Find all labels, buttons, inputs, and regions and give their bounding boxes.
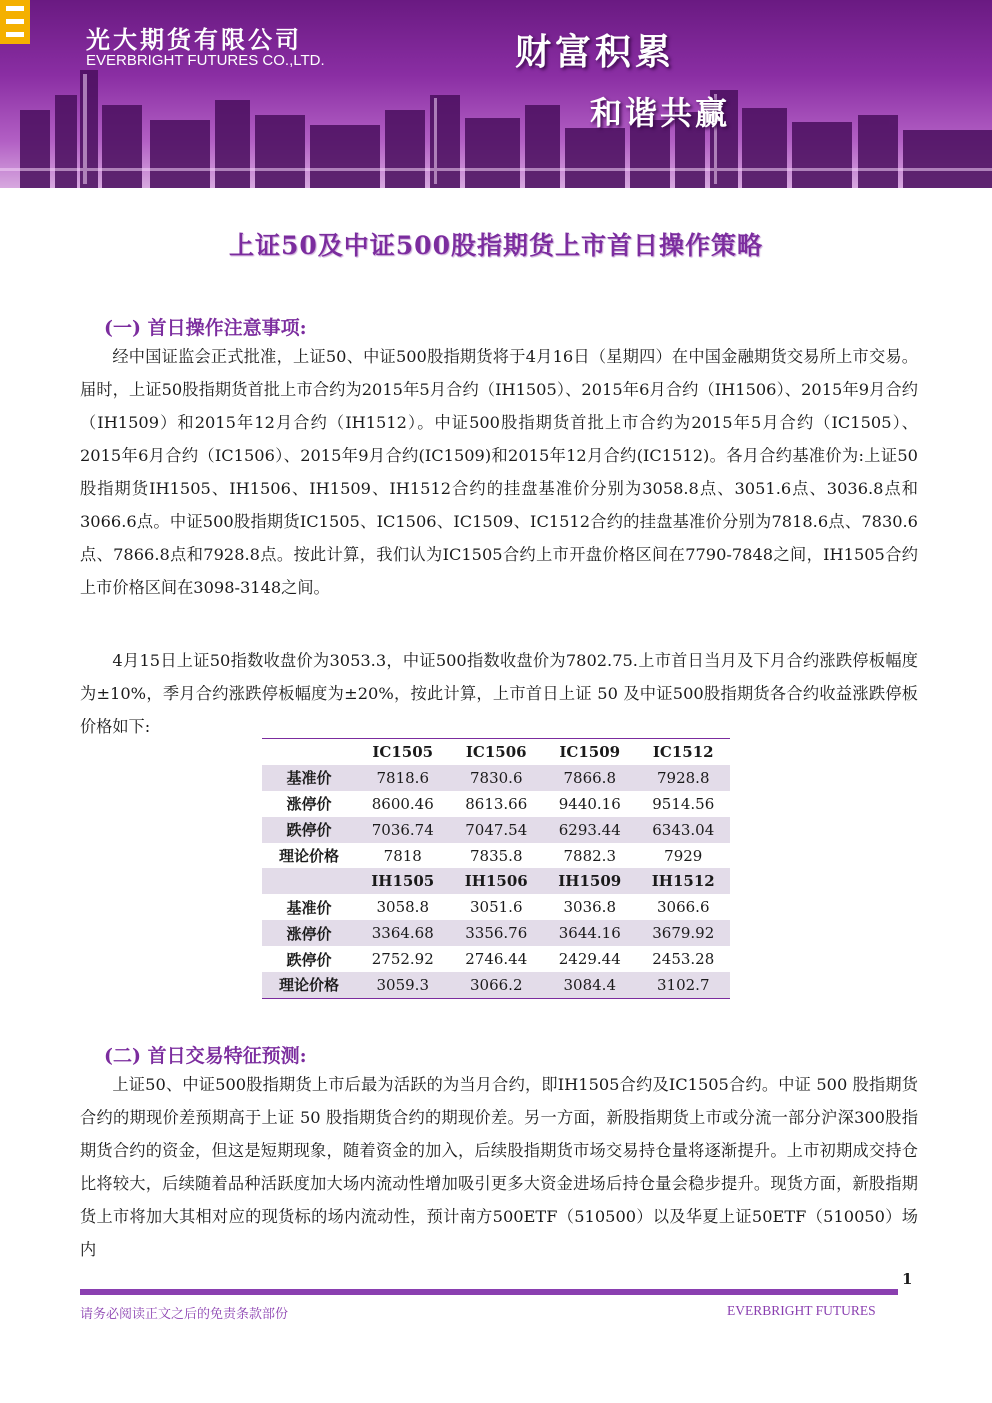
- footer-disclaimer: 请务必阅读正文之后的免责条款部份: [80, 1307, 289, 1322]
- section-1-heading: (一) 首日操作注意事项:: [104, 317, 307, 339]
- footer-rule: [80, 1289, 898, 1295]
- table-cell: 3644.16: [543, 920, 637, 946]
- company-name-cn: 光大期货有限公司: [86, 26, 302, 54]
- row-label-cell: 理论价格: [262, 972, 356, 998]
- table-cell: IH1509: [543, 868, 637, 894]
- table-cell: 7830.6: [450, 765, 544, 791]
- table-cell: 3059.3: [356, 972, 450, 998]
- table-cell: 3051.6: [470, 898, 523, 917]
- row-label-cell: 涨停价: [262, 920, 356, 946]
- page-number: 1: [902, 1270, 913, 1288]
- price-limit-table: [262, 738, 730, 999]
- table-cell: 7928.8: [637, 765, 731, 791]
- table-cell: 7036.74: [356, 817, 450, 843]
- table-cell: 3066.2: [450, 972, 544, 998]
- table-cell: 7047.54: [450, 817, 544, 843]
- table-cell: 2429.44: [558, 950, 621, 969]
- table-cell: 3364.68: [356, 920, 450, 946]
- table-cell: 7818.6: [356, 765, 450, 791]
- table-cell: IH1506: [450, 868, 544, 894]
- company-name-en: EVERBRIGHT FUTURES CO.,LTD.: [86, 52, 325, 69]
- table-cell: 7929: [664, 846, 703, 865]
- table-cell: 7835.8: [470, 846, 523, 865]
- table-cell: 3036.8: [563, 898, 616, 917]
- section-1-paragraph-2: 4月15日上证50指数收盘价为3053.3，中证500指数收盘价为7802.75.上市首日当月及下月合约涨跌停板幅度为±10%，季月合约涨跌停板幅度为±20%，按此计算，上市首日上证 50 及中证500股指期货各合约收益涨跌停板价格如下:: [80, 651, 918, 736]
- table-cell: 3356.76: [450, 920, 544, 946]
- table-cell: 8600.46: [371, 794, 434, 813]
- table-cell: 7818: [383, 846, 422, 865]
- table-cell: IC1505: [372, 742, 434, 761]
- section-1-paragraph-1: 经中国证监会正式批准，上证50、中证500股指期货将于4月16日（星期四）在中国金融期货交易所上市交易。届时，上证50股指期货首批上市合约为2015年5月合约（IH1505）、2015年6月合约（IH1506）、2015年9月合约（IH1509）和2015年12月合约（IH1512）。中证500股指期货首批上市合约为2015年5月合约（IC1505）、2015年6月合约（IC1506）、2015年9月合约(IC1509)和2015年12月合约(IC1512)。各月合约基准价为:上证50股指期货IH1505、IH1506、IH1509、IH1512合约的挂盘基准价分别为3058.8点、3051.6点、3036.8点和3066.6点。中证500股指期货IC1505、IC1506、IC1509、IC1512合约的挂盘基准价分别为7818.6点、7830.6点、7866.8点和7928.8点。按此计算，我们认为IC1505合约上市开盘价格区间在7790-7848之间，IH1505合约上市价格区间在3098-3148之间。: [80, 347, 918, 597]
- table-row: [262, 817, 730, 843]
- table-cell: 3058.8: [376, 898, 429, 917]
- table-cell: 8613.66: [465, 794, 528, 813]
- row-label-cell: 基准价: [286, 898, 332, 917]
- price-limit-table-body: [262, 739, 730, 999]
- table-cell: 7866.8: [543, 765, 637, 791]
- table-cell: IC1512: [652, 742, 714, 761]
- table-cell: 6293.44: [543, 817, 637, 843]
- row-label-cell: 跌停价: [286, 950, 332, 969]
- table-row: [262, 972, 730, 998]
- table-row: [262, 765, 730, 791]
- table-cell: 7882.3: [563, 846, 616, 865]
- table-cell: 9440.16: [558, 794, 621, 813]
- table-row: [262, 920, 730, 946]
- row-label-cell: 涨停价: [286, 795, 332, 814]
- table-cell: IC1506: [465, 742, 527, 761]
- section-2-paragraph-1: 上证50、中证500股指期货上市后最为活跃的为当月合约，即IH1505合约及IC1505合约。中证 500 股指期货合约的期现价差预期高于上证 50 股指期货合约的期现价差。另一方面，新股指期货上市或分流一部分沪深300股指期货合约的资金，但这是短期现象，随着资金的加入，后续股指期货市场交易持仓量将逐渐提升。上市初期成交持仓比将较大，后续随着品种活跃度加大场内流动性增加吸引更多大资金进场后持仓量会稳步提升。现货方面，新股指期货上市将加大其相对应的现货标的场内流动性，预计南方500ETF（510500）以及华夏上证50ETF（510050）场内: [80, 1075, 918, 1259]
- table-cell: IH1505: [356, 868, 450, 894]
- table-cell: 3066.6: [657, 898, 710, 917]
- table-cell: 3679.92: [637, 920, 731, 946]
- table-header-row: [262, 868, 730, 894]
- table-header-row: [262, 739, 730, 765]
- table-cell: 9514.56: [652, 794, 715, 813]
- table-cell: IC1509: [559, 742, 621, 761]
- footer-brand: EVERBRIGHT FUTURES: [727, 1303, 876, 1318]
- table-cell: 3084.4: [543, 972, 637, 998]
- row-label-cell: 跌停价: [262, 817, 356, 843]
- row-label-cell: [262, 739, 356, 765]
- table-row: [262, 946, 730, 972]
- document-title: 上证50及中证500股指期货上市首日操作策略: [229, 231, 763, 260]
- table-cell: IH1512: [637, 868, 731, 894]
- row-label-cell: [262, 868, 356, 894]
- table-cell: 2453.28: [652, 950, 715, 969]
- slogan-line-2: 和谐共赢: [590, 94, 731, 132]
- table-row: [262, 843, 730, 869]
- table-cell: 2746.44: [465, 950, 528, 969]
- section-2-heading: (二) 首日交易特征预测:: [104, 1045, 307, 1067]
- table-cell: 3102.7: [637, 972, 731, 998]
- everbright-logo-icon: [0, 0, 30, 44]
- header-banner: [0, 0, 992, 188]
- row-label-cell: 基准价: [262, 765, 356, 791]
- slogan-line-1: 财富积累: [515, 32, 676, 73]
- table-row: [262, 894, 730, 920]
- table-cell: 2752.92: [371, 950, 434, 969]
- table-row: [262, 791, 730, 817]
- table-cell: 6343.04: [637, 817, 731, 843]
- row-label-cell: 理论价格: [278, 847, 339, 865]
